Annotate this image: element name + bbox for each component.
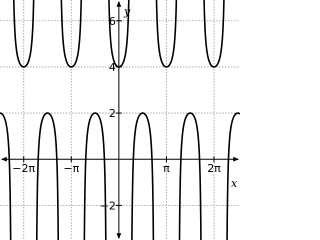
y-axis-label: y: [124, 5, 131, 18]
x-tick-label: −π: [63, 162, 80, 176]
tick-labels: [12, 5, 238, 212]
y-tick-label: 2: [108, 107, 116, 121]
curve-branch: [36, 113, 60, 240]
x-tick-label: −2π: [12, 162, 36, 176]
x-axis-label: x: [231, 177, 238, 190]
x-tick-label: 2π: [207, 162, 221, 176]
y-tick-label: 4: [108, 60, 116, 74]
curve-branch: [83, 113, 107, 240]
y-tick-label: −2: [99, 199, 116, 213]
y-tick-label: 6: [108, 14, 116, 28]
x-tick-label: π: [163, 162, 170, 176]
curve-branch: [131, 113, 155, 240]
curve-branch: [178, 113, 202, 240]
curve-branch: [0, 113, 12, 240]
